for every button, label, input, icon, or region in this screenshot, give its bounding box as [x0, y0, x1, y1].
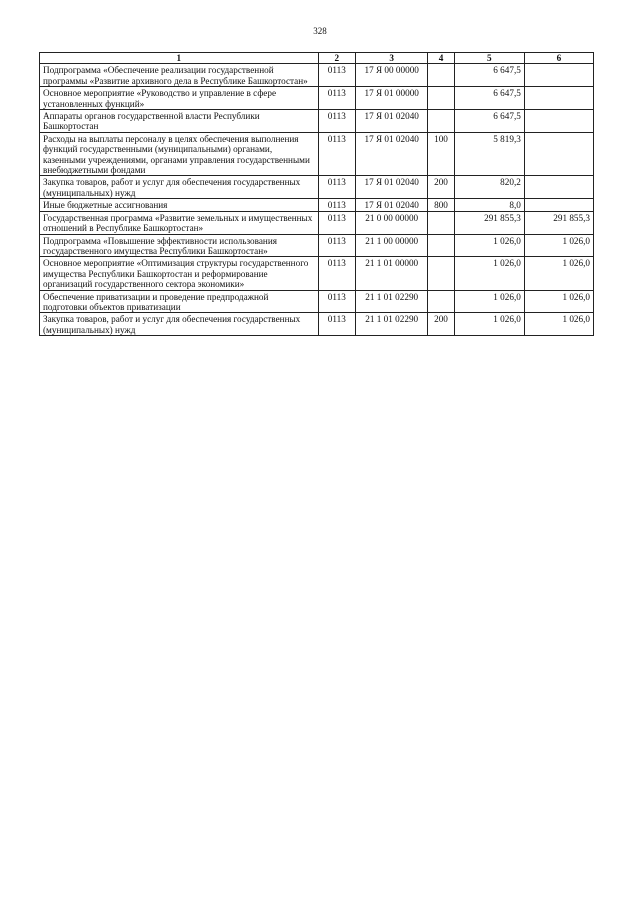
row-sum-1: 6 647,5 — [454, 110, 524, 133]
table-row — [40, 64, 594, 87]
row-article: 21 1 01 02290 — [356, 313, 428, 336]
row-sum-1: 8,0 — [454, 199, 524, 211]
row-name: Аппараты органов государственной власти Республики Башкортостан — [40, 110, 319, 133]
row-type: 100 — [428, 132, 454, 176]
row-sum-1: 1 026,0 — [454, 234, 524, 257]
column-header: 1 — [40, 53, 319, 64]
row-code: 0113 — [318, 132, 356, 176]
row-sum-2: 1 026,0 — [524, 257, 593, 290]
row-code: 0113 — [318, 176, 356, 199]
row-code: 0113 — [318, 211, 356, 234]
table-row — [40, 257, 594, 290]
row-sum-1: 820,2 — [454, 176, 524, 199]
row-article: 17 Я 01 02040 — [356, 199, 428, 211]
row-article: 17 Я 01 02040 — [356, 132, 428, 176]
row-article: 21 1 00 00000 — [356, 234, 428, 257]
row-code: 0113 — [318, 290, 356, 313]
table-row — [40, 176, 594, 199]
row-name: Закупка товаров, работ и услуг для обеспечения государственных (муниципальных) нужд — [40, 313, 319, 336]
row-sum-2: 1 026,0 — [524, 290, 593, 313]
row-type — [428, 87, 454, 110]
row-sum-2 — [524, 110, 593, 133]
row-name: Иные бюджетные ассигнования — [40, 199, 319, 211]
row-sum-1: 6 647,5 — [454, 87, 524, 110]
row-type — [428, 257, 454, 290]
table-row — [40, 110, 594, 133]
row-sum-1: 291 855,3 — [454, 211, 524, 234]
row-sum-2: 291 855,3 — [524, 211, 593, 234]
row-type — [428, 234, 454, 257]
row-name: Государственная программа «Развитие земельных и имущественных отношений в Республике Башкортостан» — [40, 211, 319, 234]
row-type: 800 — [428, 199, 454, 211]
table-row — [40, 211, 594, 234]
row-sum-2: 1 026,0 — [524, 313, 593, 336]
row-type — [428, 110, 454, 133]
row-name: Расходы на выплаты персоналу в целях обеспечения выполнения функций государственными (муниципальными) органами, казенными учреждениями, органами управления государственными внебюджетными фондами — [40, 132, 319, 176]
row-code: 0113 — [318, 313, 356, 336]
header-row — [40, 53, 594, 64]
row-sum-1: 1 026,0 — [454, 290, 524, 313]
row-type — [428, 211, 454, 234]
row-name: Основное мероприятие «Руководство и управление в сфере установленных функций» — [40, 87, 319, 110]
row-name: Подпрограмма «Обеспечение реализации государственной программы «Развитие архивного дела в Республике Башкортостан» — [40, 64, 319, 87]
row-sum-2 — [524, 132, 593, 176]
row-code: 0113 — [318, 110, 356, 133]
page-number: 328 — [313, 26, 327, 36]
table-row — [40, 313, 594, 336]
row-article: 17 Я 00 00000 — [356, 64, 428, 87]
row-article: 21 0 00 00000 — [356, 211, 428, 234]
row-code: 0113 — [318, 257, 356, 290]
row-article: 21 1 01 02290 — [356, 290, 428, 313]
row-sum-2 — [524, 64, 593, 87]
row-code: 0113 — [318, 87, 356, 110]
row-sum-2 — [524, 87, 593, 110]
row-type — [428, 290, 454, 313]
column-header: 3 — [356, 53, 428, 64]
column-header: 6 — [524, 53, 593, 64]
row-article: 17 Я 01 02040 — [356, 176, 428, 199]
table-row — [40, 234, 594, 257]
row-sum-2 — [524, 199, 593, 211]
table-row — [40, 199, 594, 211]
row-code: 0113 — [318, 64, 356, 87]
row-sum-1: 1 026,0 — [454, 257, 524, 290]
column-header: 2 — [318, 53, 356, 64]
row-name: Обеспечение приватизации и проведение предпродажной подготовки объектов приватизации — [40, 290, 319, 313]
row-name: Подпрограмма «Повышение эффективности использования государственного имущества Республики Башкортостан» — [40, 234, 319, 257]
row-type — [428, 64, 454, 87]
row-article: 17 Я 01 02040 — [356, 110, 428, 133]
column-header: 5 — [454, 53, 524, 64]
row-article: 17 Я 01 00000 — [356, 87, 428, 110]
table-row — [40, 87, 594, 110]
row-code: 0113 — [318, 199, 356, 211]
table-row — [40, 132, 594, 176]
row-sum-2 — [524, 176, 593, 199]
row-type: 200 — [428, 313, 454, 336]
table-row — [40, 290, 594, 313]
column-header: 4 — [428, 53, 454, 64]
row-name: Основное мероприятие «Оптимизация структуры государственного имущества Республики Башкортостан и реформирование организаций государственного сектора экономики» — [40, 257, 319, 290]
row-code: 0113 — [318, 234, 356, 257]
row-sum-1: 6 647,5 — [454, 64, 524, 87]
row-type: 200 — [428, 176, 454, 199]
row-sum-2: 1 026,0 — [524, 234, 593, 257]
row-article: 21 1 01 00000 — [356, 257, 428, 290]
row-sum-1: 1 026,0 — [454, 313, 524, 336]
row-sum-1: 5 819,3 — [454, 132, 524, 176]
budget-table — [39, 52, 594, 336]
row-name: Закупка товаров, работ и услуг для обеспечения государственных (муниципальных) нужд — [40, 176, 319, 199]
